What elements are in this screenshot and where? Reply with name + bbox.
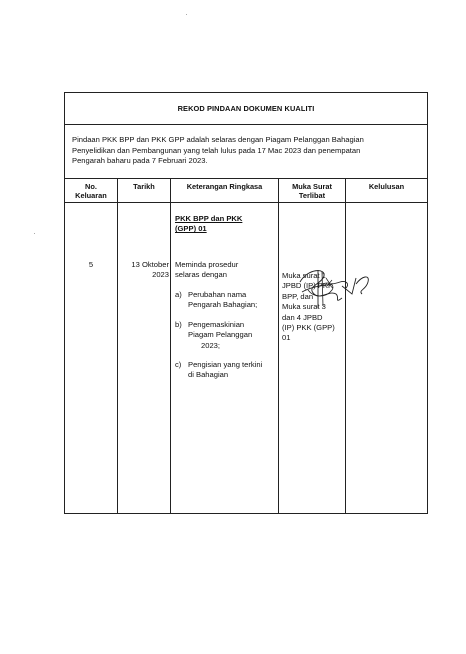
- table-header-row: [65, 179, 427, 203]
- cell-keterangan-desc: [175, 260, 275, 281]
- intro-line: Pengarah baharu pada 7 Februari 2023.: [72, 156, 208, 166]
- header-text: Terlibat: [298, 190, 326, 200]
- header-no-keluaran: [65, 179, 117, 202]
- list-text: [188, 360, 274, 381]
- amendment-heading: PKK BPP dan PKK: [175, 214, 243, 223]
- header-text: Keterangan Ringkasa: [186, 182, 263, 191]
- cell-no-keluaran: 5: [88, 260, 94, 269]
- header-kelulusan: [346, 179, 427, 202]
- header-text: Keluaran: [75, 190, 107, 200]
- amendment-heading: (GPP) 01: [175, 224, 207, 234]
- header-text: No.: [85, 181, 97, 191]
- list-marker: a): [175, 290, 182, 299]
- cell-tarikh: [118, 260, 170, 281]
- list-line: Pengisian yang terkini: [188, 360, 263, 369]
- column-divider: [117, 179, 118, 513]
- scan-speck: [186, 14, 187, 15]
- approval-signature: [296, 264, 376, 314]
- list-line: 2023;: [201, 340, 221, 350]
- list-text: [188, 290, 258, 311]
- muka-line: Muka surat 1: [282, 271, 326, 280]
- list-text: [188, 320, 258, 351]
- cell-keterangan-heading: [175, 214, 275, 235]
- amendment-table: [65, 179, 427, 513]
- muka-line: JPBD (IP) PKK: [282, 281, 334, 291]
- desc-line: Meminda prosedur: [175, 260, 239, 269]
- intro-line: Pindaan PKK BPP dan PKK GPP adalah selaras dengan Piagam Pelanggan Bahagian: [72, 135, 364, 144]
- list-marker: c): [175, 360, 182, 369]
- column-divider: [278, 179, 279, 513]
- header-text: Muka Surat: [292, 181, 332, 191]
- header-text: Tarikh: [133, 182, 155, 191]
- column-divider: [170, 179, 171, 513]
- desc-line: selaras dengan: [175, 270, 227, 280]
- header-muka-surat: [279, 179, 345, 202]
- muka-line: dan 4 JPBD: [282, 312, 323, 322]
- list-marker: b): [175, 320, 182, 329]
- list-item: [175, 320, 275, 352]
- muka-line: (IP) PKK (GPP): [282, 323, 335, 333]
- scan-speck: [34, 233, 35, 234]
- header-tarikh: [118, 179, 170, 202]
- tarikh-line: 2023: [152, 270, 169, 280]
- column-divider: [345, 179, 346, 513]
- tarikh-line: 13 Oktober: [131, 260, 169, 269]
- header-text: Kelulusan: [368, 182, 405, 191]
- header-keterangan: [171, 179, 278, 202]
- list-line: Piagam Pelanggan: [188, 330, 253, 340]
- list-item: [175, 290, 275, 312]
- muka-line: BPP, dan: [282, 291, 314, 301]
- list-line: Perubahan nama: [188, 290, 247, 299]
- muka-line: 01: [282, 333, 291, 343]
- list-item: [175, 360, 275, 382]
- intro-line: Penyelidikan dan Pembangunan yang telah lulus pada 17 Mac 2023 dan penempatan: [72, 145, 361, 155]
- list-line: di Bahagian: [188, 370, 229, 380]
- intro-paragraph: [65, 125, 427, 179]
- list-line: Pengemaskinian: [188, 320, 245, 329]
- list-line: Pengarah Bahagian;: [188, 300, 258, 310]
- muka-line: Muka surat 3: [282, 302, 326, 312]
- document-title: REKOD PINDAAN DOKUMEN KUALITI: [65, 93, 427, 125]
